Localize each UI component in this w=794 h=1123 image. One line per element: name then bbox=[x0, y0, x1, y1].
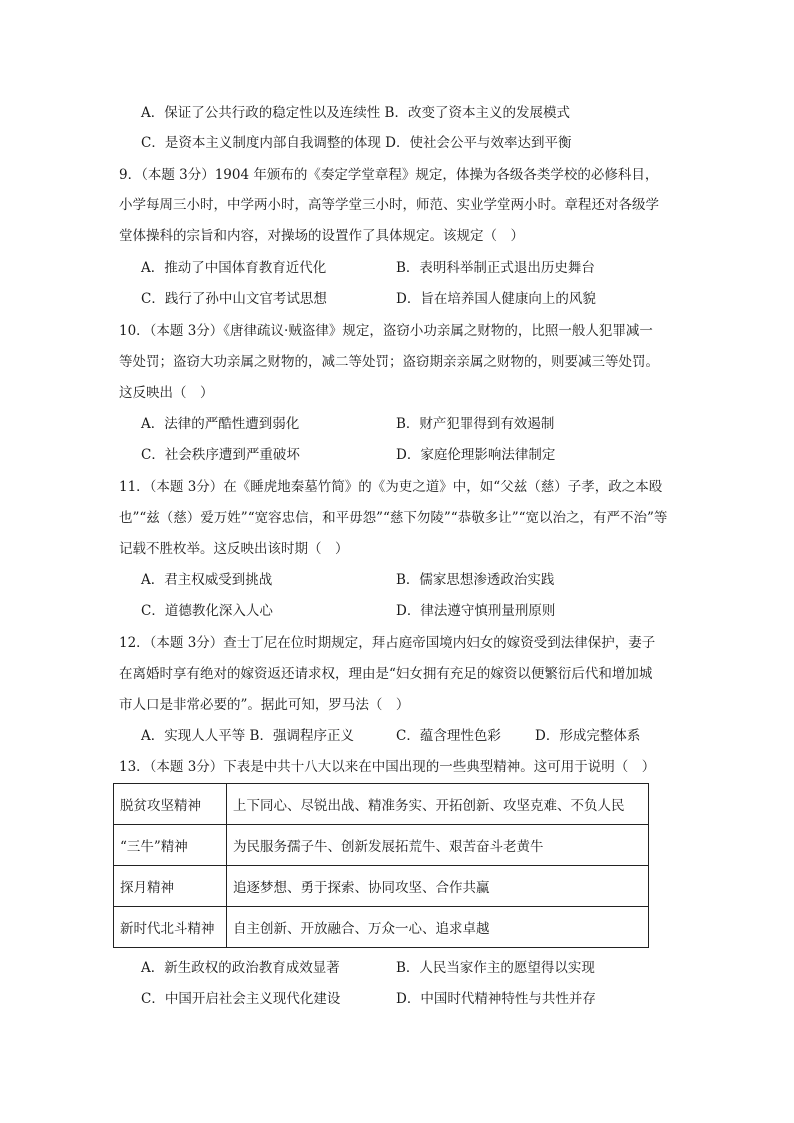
spirit-description: 追逐梦想、勇于探索、协同攻坚、合作共赢 bbox=[227, 866, 649, 907]
table-row bbox=[114, 866, 649, 907]
q12-stem-line1: 12．（本题 3分）查士丁尼在位时期规定，拜占庭帝国境内妇女的嫁资受到法律保护，妻子 bbox=[119, 635, 656, 651]
q11-stem-line3: 记载不胜枚举。这反映出该时期（ ） bbox=[119, 541, 349, 557]
q9-option-b: B．表明科举制正式退出历史舞台 bbox=[396, 260, 595, 276]
q8-option-ab: A．保证了公共行政的稳定性以及连续性 B．改变了资本主义的发展模式 bbox=[141, 105, 570, 121]
q10-option-a: A．法律的严酷性遭到弱化 bbox=[141, 416, 300, 432]
q13-option-d: D．中国时代精神特性与共性并存 bbox=[396, 991, 596, 1007]
q10-stem-line1: 10．（本题 3分）《唐律疏议·贼盗律》规定，盗窃小功亲属之财物的，比照一般人犯罪减一 bbox=[119, 323, 653, 339]
q10-stem-line3: 这反映出（ ） bbox=[119, 385, 214, 401]
spirit-name: “三牛”精神 bbox=[114, 825, 227, 866]
q10-option-b: B．财产犯罪得到有效遏制 bbox=[396, 416, 555, 432]
spirit-description: 为民服务孺子牛、创新发展拓荒牛、艰苦奋斗老黄牛 bbox=[227, 825, 649, 866]
spirit-name: 脱贫攻坚精神 bbox=[114, 784, 227, 825]
q11-option-c: C．道德教化深入人心 bbox=[141, 603, 273, 619]
q11-stem-line2: 也”“兹（慈）爱万姓”“宽容忠信，和平毋怨”“慈下勿陵”“恭敬多让”“宽以治之，有严不治”等 bbox=[119, 510, 668, 526]
q13-stem-line1: 13．（本题 3分）下表是中共十八大以来在中国出现的一些典型精神。这可用于说明（ ） bbox=[119, 759, 656, 775]
q12-option-ab: A．实现人人平等 B．强调程序正义 bbox=[141, 728, 354, 744]
q10-stem-line2: 等处罚；盗窃大功亲属之财物的，减二等处罚；盗窃期亲亲属之财物的，则要减三等处罚。 bbox=[119, 354, 659, 370]
table-row bbox=[114, 784, 649, 825]
q9-option-d: D．旨在培养国人健康向上的风貌 bbox=[396, 291, 596, 307]
q10-option-d: D．家庭伦理影响法律制定 bbox=[396, 447, 556, 463]
spirit-table bbox=[113, 783, 649, 948]
spirit-description: 自主创新、开放融合、万众一心、追求卓越 bbox=[227, 907, 649, 948]
q9-stem-line1: 9．（本题 3分）1904 年颁布的《奏定学堂章程》规定，体操为各级各类学校的必修科目， bbox=[119, 167, 659, 183]
q13-option-c: C．中国开启社会主义现代化建设 bbox=[141, 991, 341, 1007]
table-row bbox=[114, 825, 649, 866]
table-row bbox=[114, 907, 649, 948]
q11-option-b: B．儒家思想渗透政治实践 bbox=[396, 572, 555, 588]
q13-option-a: A．新生政权的政治教育成效显著 bbox=[141, 960, 340, 976]
q9-option-c: C．践行了孙中山文官考试思想 bbox=[141, 291, 327, 307]
spirit-description: 上下同心、尽锐出战、精准务实、开拓创新、攻坚克难、不负人民 bbox=[227, 784, 649, 825]
q8-option-cd: C．是资本主义制度内部自我调整的体现 D．使社会公平与效率达到平衡 bbox=[141, 135, 572, 151]
spirit-name: 探月精神 bbox=[114, 866, 227, 907]
q9-stem-line2: 小学每周三小时，中学两小时，高等学堂三小时，师范、实业学堂两小时。章程还对各级学 bbox=[119, 197, 659, 213]
q9-option-a: A．推动了中国体育教育近代化 bbox=[141, 260, 327, 276]
q9-stem-line3: 堂体操科的宗旨和内容，对操场的设置作了具体规定。该规定（ ） bbox=[119, 228, 524, 244]
q12-stem-line2: 在离婚时享有绝对的嫁资返还请求权，理由是“妇女拥有充足的嫁资以便繁衍后代和增加城 bbox=[119, 666, 653, 682]
q10-option-c: C．社会秩序遭到严重破坏 bbox=[141, 447, 300, 463]
q11-stem-line1: 11．（本题 3分）在《睡虎地秦墓竹简》的《为吏之道》中，如“父兹（慈）子孝，政之本殴 bbox=[119, 479, 663, 495]
q12-option-d: D．形成完整体系 bbox=[535, 728, 641, 744]
q11-option-a: A．君主权威受到挑战 bbox=[141, 572, 273, 588]
q12-stem-line3: 市人口是非常必要的”。据此可知，罗马法（ ） bbox=[119, 697, 410, 713]
q11-option-d: D．律法遵守慎刑量刑原则 bbox=[396, 603, 556, 619]
q13-option-b: B．人民当家作主的愿望得以实现 bbox=[396, 960, 595, 976]
spirit-name: 新时代北斗精神 bbox=[114, 907, 227, 948]
q12-option-c: C．蕴含理性色彩 bbox=[396, 728, 501, 744]
